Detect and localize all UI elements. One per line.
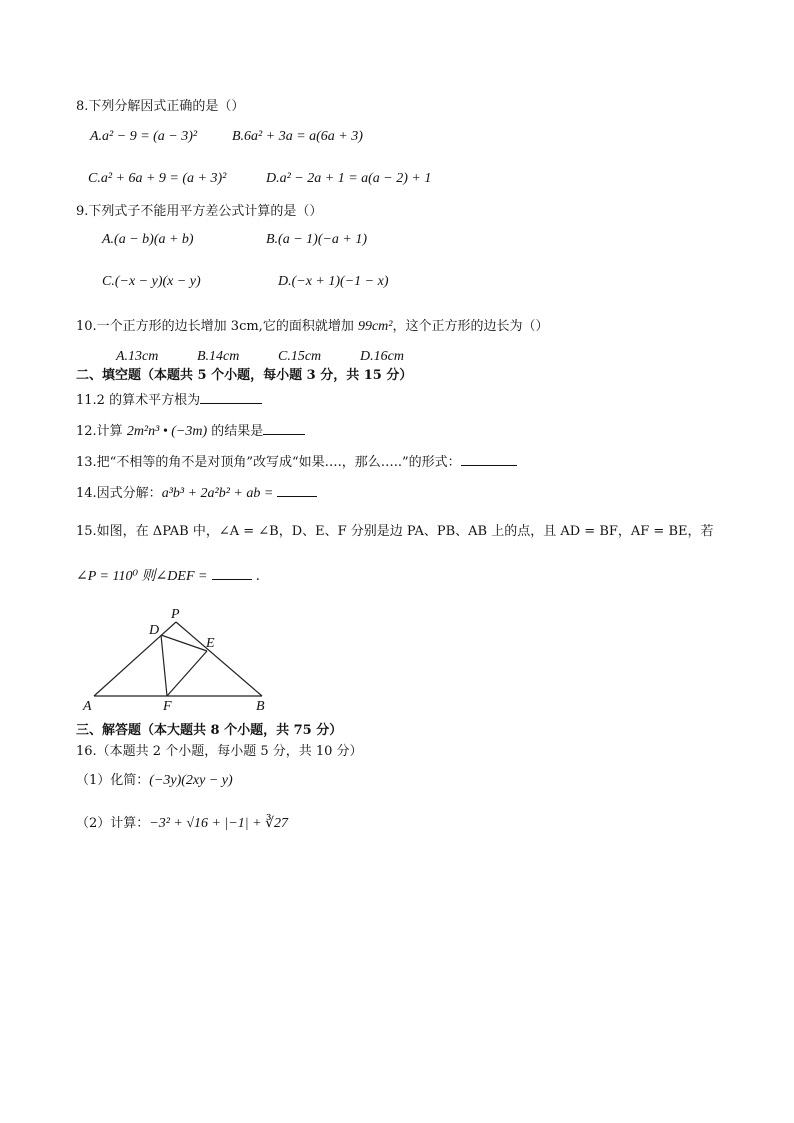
label-e: E (206, 636, 215, 651)
q8-option-c: C.a² + 6a + 9 = (a + 3)² (88, 171, 227, 186)
segment-df (161, 635, 167, 696)
q8-stem: 8.下列分解因式正确的是（） (76, 99, 245, 114)
q12-text-pre: 12.计算 (76, 424, 127, 439)
q10-option-a: A.13cm (116, 349, 159, 364)
q16-part-2 (76, 815, 288, 833)
q9-option-c: C.(−x − y)(x − y) (102, 274, 201, 289)
q10-option-d: D.16cm (360, 349, 404, 364)
q14-text: 14.因式分解： (76, 486, 162, 501)
q10-option-c: C.15cm (278, 349, 322, 364)
q10-stem-tail: ，这个正方形的边长为（） (392, 319, 549, 334)
q9-option-a: A.(a − b)(a + b) (102, 232, 194, 247)
q9-stem: 9.下列式子不能用平方差公式计算的是（） (76, 204, 323, 219)
q16-part-1-math: (−3y)(2xy − y) (149, 773, 233, 788)
q13-answer-blank (461, 452, 517, 466)
label-a: A (83, 699, 92, 714)
q16-part-2-label: （2）计算： (76, 816, 150, 831)
q13 (76, 452, 517, 472)
q14-answer-blank (277, 483, 317, 497)
q8-option-d: D.a² − 2a + 1 = a(a − 2) + 1 (266, 171, 432, 186)
q11-text: 11.2 的算术平方根为 (76, 393, 201, 408)
q16-part-1-label: （1）化简： (76, 773, 150, 788)
q9-option-b: B.(a − 1)(−a + 1) (266, 232, 368, 247)
label-b: B (256, 699, 265, 714)
q10-option-b: B.14cm (197, 349, 240, 364)
q13-text: 13.把“不相等的角不是对顶角”改写成“如果….，那么…..”的形式： (76, 455, 461, 470)
q11-answer-blank (200, 390, 262, 404)
q9-option-d: D.(−x + 1)(−1 − x) (278, 274, 389, 289)
label-p: P (171, 607, 180, 622)
label-d: D (149, 623, 160, 638)
q12-math: 2m²n³ • (−3m) (126, 424, 208, 439)
q14 (76, 483, 317, 503)
q14-math: a³b³ + 2a²b² + ab = (161, 486, 274, 501)
side-pb (176, 622, 262, 696)
section-2-heading: 二、填空题（本题共 5 个小题，每小题 3 分，共 15 分） (76, 368, 413, 383)
q15-answer-blank (212, 566, 252, 580)
q16-part-2-math: −3² + √16 + |−1| + ∛27 (149, 816, 289, 831)
segment-ef (167, 651, 207, 696)
triangle-figure (80, 602, 280, 714)
q11 (76, 390, 262, 410)
q15-line-1: 15.如图，在 ΔPAB 中，∠A = ∠B，D、E、F 分别是边 PA、PB、AB 上的点，且 AD = BF，AF = BE，若 (76, 524, 714, 539)
q10-stem-text: 10.一个正方形的边长增加 3cm,它的面积就增加 (76, 319, 358, 334)
q10-stem-math: 99cm² (357, 319, 393, 334)
q10-stem (76, 318, 549, 336)
q15-line-2 (76, 566, 260, 586)
q15-period: . (255, 569, 260, 584)
label-f: F (163, 699, 172, 714)
q12 (76, 421, 305, 441)
q15-math: ∠P = 110⁰ 则∠DEF = (76, 569, 208, 584)
q16-stem: 16.（本题共 2 个小题，每小题 5 分，共 10 分） (76, 744, 363, 759)
q8-option-b: B.6a² + 3a = a(6a + 3) (232, 129, 363, 144)
q12-text-post: 的结果是 (207, 424, 264, 439)
section-3-heading: 三、解答题（本大题共 8 个小题，共 75 分） (76, 723, 343, 738)
q12-answer-blank (263, 421, 305, 435)
q8-option-a: A.a² − 9 = (a − 3)² (90, 129, 198, 144)
q16-part-1 (76, 772, 233, 790)
